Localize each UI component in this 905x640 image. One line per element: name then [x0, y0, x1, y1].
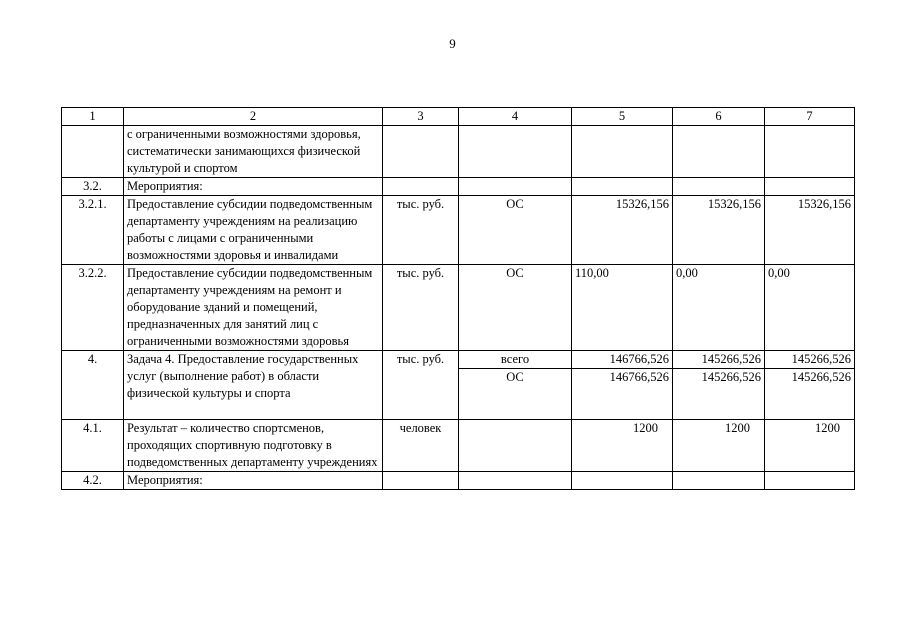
row-unit: человек — [383, 420, 459, 472]
row-description: Мероприятия: — [124, 178, 383, 196]
table-row — [62, 265, 855, 351]
table-header-row — [62, 108, 855, 126]
value-col5: 146766,526 — [572, 369, 673, 420]
row-source: ОС — [459, 265, 572, 351]
row-number: 4. — [62, 351, 124, 420]
value-col7: 0,00 — [765, 265, 855, 351]
row-description: Результат – количество спортсменов, проходящих спортивную подготовку в подведомственных департаменту учреждениях — [124, 420, 383, 472]
row-number: 4.1. — [62, 420, 124, 472]
table-row — [62, 196, 855, 265]
value-col6: 15326,156 — [673, 196, 765, 265]
row-description: Предоставление субсидии подведомственным департаменту учреждениям на ремонт и оборудование зданий и помещений, предназначенных для занятий лиц с ограниченными возможностями здоровья — [124, 265, 383, 351]
row-description: Мероприятия: — [124, 472, 383, 490]
row-unit: тыс. руб. — [383, 265, 459, 351]
value-col5: 1200 — [572, 420, 673, 472]
row-description: с ограниченными возможностями здоровья, систематически занимающихся физической культурой и спортом — [124, 126, 383, 178]
row-source: ОС — [459, 196, 572, 265]
value-col6: 1200 — [673, 420, 765, 472]
row-source: ОС — [459, 369, 572, 420]
header-cell: 6 — [673, 108, 765, 126]
page-number: 9 — [449, 36, 456, 51]
value-col7: 145266,526 — [765, 351, 855, 369]
plan-table — [61, 107, 855, 490]
row-number: 3.2.2. — [62, 265, 124, 351]
value-col7: 1200 — [765, 420, 855, 472]
value-col5: 146766,526 — [572, 351, 673, 369]
header-cell: 5 — [572, 108, 673, 126]
value-col6: 0,00 — [673, 265, 765, 351]
value-col5: 15326,156 — [572, 196, 673, 265]
value-col5: 110,00 — [572, 265, 673, 351]
row-number: 3.2.1. — [62, 196, 124, 265]
header-cell: 2 — [124, 108, 383, 126]
row-source: всего — [459, 351, 572, 369]
table-row — [62, 126, 855, 178]
header-cell: 7 — [765, 108, 855, 126]
header-cell: 3 — [383, 108, 459, 126]
row-unit: тыс. руб. — [383, 351, 459, 420]
value-col7: 15326,156 — [765, 196, 855, 265]
table-row — [62, 351, 855, 369]
row-description: Предоставление субсидии подведомственным департаменту учреждениям на реализацию работы с лицами с ограниченными возможностями здоровья и инвалидами — [124, 196, 383, 265]
header-cell: 1 — [62, 108, 124, 126]
row-unit: тыс. руб. — [383, 196, 459, 265]
value-col7: 145266,526 — [765, 369, 855, 420]
row-number: 3.2. — [62, 178, 124, 196]
value-col6: 145266,526 — [673, 351, 765, 369]
table-row — [62, 420, 855, 472]
value-col6: 145266,526 — [673, 369, 765, 420]
row-number: 4.2. — [62, 472, 124, 490]
row-description: Задача 4. Предоставление государственных услуг (выполнение работ) в области физической культуры и спорта — [124, 351, 383, 420]
table-row — [62, 178, 855, 196]
table-row — [62, 472, 855, 490]
header-cell: 4 — [459, 108, 572, 126]
